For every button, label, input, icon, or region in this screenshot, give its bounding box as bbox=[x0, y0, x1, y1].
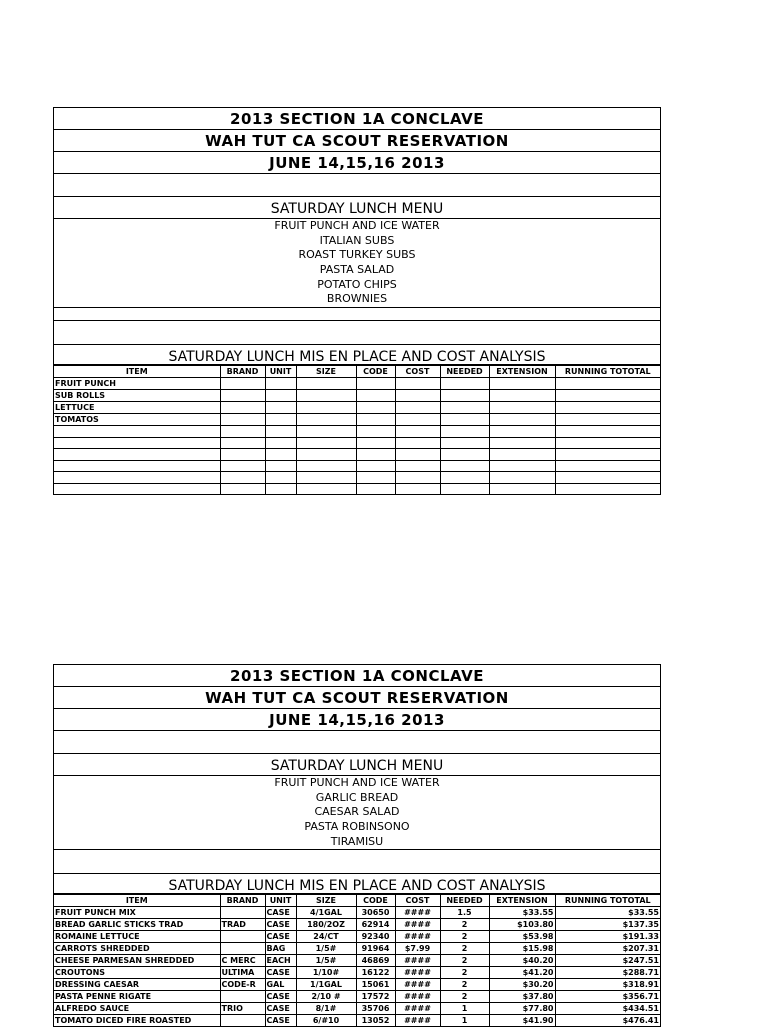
size-cell: 1/5# bbox=[296, 943, 356, 955]
item-cell: TOMATOS bbox=[54, 414, 220, 426]
needed-cell: 1 bbox=[440, 1015, 489, 1027]
item-cell: FRUIT PUNCH MIX bbox=[54, 907, 220, 919]
sheet-subtitle: WAH TUT CA SCOUT RESERVATION bbox=[54, 687, 660, 709]
running-total-cell bbox=[555, 437, 660, 449]
unit-cell bbox=[265, 414, 296, 426]
code-cell bbox=[356, 378, 395, 390]
table-row bbox=[54, 979, 660, 991]
needed-cell bbox=[440, 483, 489, 495]
size-cell bbox=[296, 414, 356, 426]
extension-cell: $15.98 bbox=[489, 943, 555, 955]
cost-cell bbox=[395, 460, 440, 472]
column-header: COST bbox=[395, 366, 440, 378]
cost-cell: #### bbox=[395, 931, 440, 943]
table-row bbox=[54, 378, 660, 390]
item-cell: FRUIT PUNCH bbox=[54, 378, 220, 390]
extension-cell bbox=[489, 449, 555, 461]
unit-cell bbox=[265, 449, 296, 461]
size-cell bbox=[296, 390, 356, 402]
extension-cell bbox=[489, 460, 555, 472]
item-cell bbox=[54, 483, 220, 495]
cost-cell bbox=[395, 402, 440, 414]
cost-cell: #### bbox=[395, 1015, 440, 1027]
menu-item: GARLIC BREAD bbox=[315, 790, 399, 804]
needed-cell: 2 bbox=[440, 955, 489, 967]
blank-row bbox=[54, 308, 660, 321]
code-cell: 16122 bbox=[356, 967, 395, 979]
unit-cell: CASE bbox=[265, 919, 296, 931]
running-total-cell: $476.41 bbox=[555, 1015, 660, 1027]
brand-cell bbox=[220, 437, 265, 449]
column-header: EXTENSION bbox=[489, 366, 555, 378]
size-cell: 4/1GAL bbox=[296, 907, 356, 919]
table-row bbox=[54, 1015, 660, 1027]
table-row bbox=[54, 919, 660, 931]
brand-cell bbox=[220, 402, 265, 414]
extension-cell bbox=[489, 426, 555, 438]
item-cell bbox=[54, 460, 220, 472]
table-row bbox=[54, 437, 660, 449]
code-cell bbox=[356, 460, 395, 472]
column-header: COST bbox=[395, 895, 440, 907]
table-row bbox=[54, 955, 660, 967]
size-cell: 2/10 # bbox=[296, 991, 356, 1003]
column-header: ITEM bbox=[54, 366, 220, 378]
unit-cell: CASE bbox=[265, 991, 296, 1003]
column-header: RUNNING TOTOTAL bbox=[555, 366, 660, 378]
unit-cell: GAL bbox=[265, 979, 296, 991]
code-cell bbox=[356, 437, 395, 449]
needed-cell: 2 bbox=[440, 991, 489, 1003]
brand-cell bbox=[220, 931, 265, 943]
size-cell: 24/CT bbox=[296, 931, 356, 943]
extension-cell bbox=[489, 472, 555, 484]
extension-cell bbox=[489, 483, 555, 495]
extension-cell: $53.98 bbox=[489, 931, 555, 943]
unit-cell: CASE bbox=[265, 931, 296, 943]
item-cell: SUB ROLLS bbox=[54, 390, 220, 402]
menu-item: CAESAR SALAD bbox=[314, 805, 400, 819]
running-total-cell bbox=[555, 426, 660, 438]
unit-cell bbox=[265, 472, 296, 484]
cost-cell: #### bbox=[395, 1003, 440, 1015]
extension-cell: $40.20 bbox=[489, 955, 555, 967]
running-total-cell: $318.91 bbox=[555, 979, 660, 991]
cost-cell: #### bbox=[395, 919, 440, 931]
item-cell: CHEESE PARMESAN SHREDDED bbox=[54, 955, 220, 967]
sheet-title: 2013 SECTION 1A CONCLAVE bbox=[54, 108, 660, 130]
brand-cell: C MERC bbox=[220, 955, 265, 967]
blank-row bbox=[54, 850, 660, 874]
column-header: SIZE bbox=[296, 895, 356, 907]
table-row bbox=[54, 991, 660, 1003]
brand-cell bbox=[220, 414, 265, 426]
cost-cell bbox=[395, 378, 440, 390]
extension-cell bbox=[489, 437, 555, 449]
table-row bbox=[54, 907, 660, 919]
unit-cell bbox=[265, 437, 296, 449]
cost-analysis-table bbox=[54, 894, 660, 1027]
needed-cell bbox=[440, 402, 489, 414]
cost-cell: #### bbox=[395, 979, 440, 991]
needed-cell bbox=[440, 414, 489, 426]
sheet1-rows bbox=[54, 378, 660, 495]
analysis-heading: SATURDAY LUNCH MIS EN PLACE AND COST ANALYSIS bbox=[54, 345, 660, 365]
sheet-title: 2013 SECTION 1A CONCLAVE bbox=[54, 665, 660, 687]
size-cell bbox=[296, 378, 356, 390]
table-row bbox=[54, 460, 660, 472]
unit-cell: CASE bbox=[265, 1015, 296, 1027]
item-cell: DRESSING CAESAR bbox=[54, 979, 220, 991]
code-cell bbox=[356, 472, 395, 484]
size-cell: 1/10# bbox=[296, 967, 356, 979]
item-cell: ROMAINE LETTUCE bbox=[54, 931, 220, 943]
brand-cell bbox=[220, 378, 265, 390]
brand-cell bbox=[220, 472, 265, 484]
table-row bbox=[54, 483, 660, 495]
brand-cell: CODE-R bbox=[220, 979, 265, 991]
menu-list bbox=[54, 219, 660, 308]
table-row bbox=[54, 426, 660, 438]
menu-item: PASTA SALAD bbox=[319, 263, 395, 277]
code-cell bbox=[356, 483, 395, 495]
extension-cell: $41.90 bbox=[489, 1015, 555, 1027]
needed-cell bbox=[440, 460, 489, 472]
column-header: SIZE bbox=[296, 366, 356, 378]
cost-cell: $7.99 bbox=[395, 943, 440, 955]
code-cell bbox=[356, 414, 395, 426]
cost-cell bbox=[395, 437, 440, 449]
menu-item: BROWNIES bbox=[326, 292, 388, 306]
extension-cell: $33.55 bbox=[489, 907, 555, 919]
needed-cell: 2 bbox=[440, 967, 489, 979]
code-cell: 13052 bbox=[356, 1015, 395, 1027]
table-header-row bbox=[54, 366, 660, 378]
analysis-heading: SATURDAY LUNCH MIS EN PLACE AND COST ANALYSIS bbox=[54, 874, 660, 894]
running-total-cell: $33.55 bbox=[555, 907, 660, 919]
cost-cell bbox=[395, 414, 440, 426]
running-total-cell bbox=[555, 449, 660, 461]
needed-cell bbox=[440, 426, 489, 438]
unit-cell: CASE bbox=[265, 967, 296, 979]
size-cell bbox=[296, 402, 356, 414]
brand-cell bbox=[220, 483, 265, 495]
unit-cell bbox=[265, 483, 296, 495]
running-total-cell bbox=[555, 472, 660, 484]
needed-cell bbox=[440, 437, 489, 449]
extension-cell: $37.80 bbox=[489, 991, 555, 1003]
cost-analysis-table bbox=[54, 365, 660, 495]
cost-cell: #### bbox=[395, 967, 440, 979]
code-cell: 91964 bbox=[356, 943, 395, 955]
item-cell: LETTUCE bbox=[54, 402, 220, 414]
running-total-cell bbox=[555, 414, 660, 426]
size-cell bbox=[296, 483, 356, 495]
brand-cell bbox=[220, 460, 265, 472]
size-cell bbox=[296, 472, 356, 484]
cost-cell: #### bbox=[395, 907, 440, 919]
extension-cell bbox=[489, 390, 555, 402]
menu-item: POTATO CHIPS bbox=[317, 277, 397, 291]
unit-cell: EACH bbox=[265, 955, 296, 967]
needed-cell: 1 bbox=[440, 1003, 489, 1015]
column-header: CODE bbox=[356, 895, 395, 907]
item-cell bbox=[54, 449, 220, 461]
cost-cell: #### bbox=[395, 955, 440, 967]
column-header: UNIT bbox=[265, 895, 296, 907]
unit-cell: BAG bbox=[265, 943, 296, 955]
size-cell: 6/#10 bbox=[296, 1015, 356, 1027]
column-header: NEEDED bbox=[440, 895, 489, 907]
running-total-cell bbox=[555, 460, 660, 472]
brand-cell bbox=[220, 943, 265, 955]
code-cell: 30650 bbox=[356, 907, 395, 919]
table-row bbox=[54, 943, 660, 955]
size-cell bbox=[296, 460, 356, 472]
item-cell: PASTA PENNE RIGATE bbox=[54, 991, 220, 1003]
column-header: RUNNING TOTOTAL bbox=[555, 895, 660, 907]
extension-cell: $103.80 bbox=[489, 919, 555, 931]
column-header: BRAND bbox=[220, 366, 265, 378]
extension-cell bbox=[489, 402, 555, 414]
brand-cell bbox=[220, 1015, 265, 1027]
menu-item: PASTA ROBINSONO bbox=[304, 820, 410, 834]
code-cell bbox=[356, 390, 395, 402]
needed-cell bbox=[440, 378, 489, 390]
code-cell: 62914 bbox=[356, 919, 395, 931]
column-header: EXTENSION bbox=[489, 895, 555, 907]
unit-cell bbox=[265, 426, 296, 438]
unit-cell bbox=[265, 390, 296, 402]
table-row bbox=[54, 931, 660, 943]
cost-cell bbox=[395, 449, 440, 461]
column-header: ITEM bbox=[54, 895, 220, 907]
code-cell: 35706 bbox=[356, 1003, 395, 1015]
table-row bbox=[54, 967, 660, 979]
brand-cell bbox=[220, 390, 265, 402]
running-total-cell: $356.71 bbox=[555, 991, 660, 1003]
running-total-cell: $137.35 bbox=[555, 919, 660, 931]
menu-heading: SATURDAY LUNCH MENU bbox=[54, 754, 660, 776]
code-cell: 15061 bbox=[356, 979, 395, 991]
extension-cell: $77.80 bbox=[489, 1003, 555, 1015]
item-cell bbox=[54, 426, 220, 438]
table-row bbox=[54, 449, 660, 461]
unit-cell: CASE bbox=[265, 1003, 296, 1015]
extension-cell bbox=[489, 378, 555, 390]
needed-cell: 1.5 bbox=[440, 907, 489, 919]
cost-cell bbox=[395, 472, 440, 484]
brand-cell bbox=[220, 907, 265, 919]
running-total-cell: $247.51 bbox=[555, 955, 660, 967]
size-cell: 1/5# bbox=[296, 955, 356, 967]
menu-item: TIRAMISU bbox=[330, 834, 384, 848]
cost-cell bbox=[395, 483, 440, 495]
item-cell: CROUTONS bbox=[54, 967, 220, 979]
table-row bbox=[54, 402, 660, 414]
size-cell bbox=[296, 437, 356, 449]
brand-cell bbox=[220, 426, 265, 438]
column-header: CODE bbox=[356, 366, 395, 378]
running-total-cell: $207.31 bbox=[555, 943, 660, 955]
running-total-cell: $288.71 bbox=[555, 967, 660, 979]
brand-cell: TRAD bbox=[220, 919, 265, 931]
needed-cell: 2 bbox=[440, 943, 489, 955]
brand-cell: TRIO bbox=[220, 1003, 265, 1015]
blank-row bbox=[54, 174, 660, 197]
unit-cell bbox=[265, 402, 296, 414]
code-cell: 92340 bbox=[356, 931, 395, 943]
code-cell bbox=[356, 426, 395, 438]
running-total-cell: $191.33 bbox=[555, 931, 660, 943]
menu-item: ITALIAN SUBS bbox=[319, 233, 395, 247]
table-row bbox=[54, 414, 660, 426]
code-cell: 46869 bbox=[356, 955, 395, 967]
item-cell: ALFREDO SAUCE bbox=[54, 1003, 220, 1015]
table-row bbox=[54, 1003, 660, 1015]
unit-cell bbox=[265, 378, 296, 390]
running-total-cell: $434.51 bbox=[555, 1003, 660, 1015]
cost-cell bbox=[395, 426, 440, 438]
code-cell bbox=[356, 402, 395, 414]
sheet-dates: JUNE 14,15,16 2013 bbox=[54, 709, 660, 731]
needed-cell: 2 bbox=[440, 979, 489, 991]
running-total-cell bbox=[555, 378, 660, 390]
blank-row bbox=[54, 321, 660, 345]
column-header: BRAND bbox=[220, 895, 265, 907]
item-cell: TOMATO DICED FIRE ROASTED bbox=[54, 1015, 220, 1027]
sheet-dates: JUNE 14,15,16 2013 bbox=[54, 152, 660, 174]
size-cell: 1/1GAL bbox=[296, 979, 356, 991]
item-cell: BREAD GARLIC STICKS TRAD bbox=[54, 919, 220, 931]
extension-cell: $41.20 bbox=[489, 967, 555, 979]
running-total-cell bbox=[555, 390, 660, 402]
blank-row bbox=[54, 731, 660, 754]
menu-item: FRUIT PUNCH AND ICE WATER bbox=[274, 219, 440, 232]
extension-cell: $30.20 bbox=[489, 979, 555, 991]
table-header-row bbox=[54, 895, 660, 907]
cost-cell bbox=[395, 390, 440, 402]
size-cell bbox=[296, 449, 356, 461]
unit-cell: CASE bbox=[265, 907, 296, 919]
cost-cell: #### bbox=[395, 991, 440, 1003]
brand-cell bbox=[220, 991, 265, 1003]
table-row bbox=[54, 472, 660, 484]
item-cell bbox=[54, 437, 220, 449]
sheet-subtitle: WAH TUT CA SCOUT RESERVATION bbox=[54, 130, 660, 152]
menu-sheet-2 bbox=[53, 664, 661, 1027]
column-header: UNIT bbox=[265, 366, 296, 378]
brand-cell bbox=[220, 449, 265, 461]
needed-cell bbox=[440, 390, 489, 402]
menu-sheet-1 bbox=[53, 107, 661, 495]
brand-cell: ULTIMA bbox=[220, 967, 265, 979]
menu-heading: SATURDAY LUNCH MENU bbox=[54, 197, 660, 219]
size-cell: 8/1# bbox=[296, 1003, 356, 1015]
needed-cell: 2 bbox=[440, 931, 489, 943]
menu-item: ROAST TURKEY SUBS bbox=[298, 248, 416, 262]
item-cell: CARROTS SHREDDED bbox=[54, 943, 220, 955]
item-cell bbox=[54, 472, 220, 484]
size-cell: 180/2OZ bbox=[296, 919, 356, 931]
table-row bbox=[54, 390, 660, 402]
running-total-cell bbox=[555, 402, 660, 414]
needed-cell: 2 bbox=[440, 919, 489, 931]
needed-cell bbox=[440, 472, 489, 484]
running-total-cell bbox=[555, 483, 660, 495]
unit-cell bbox=[265, 460, 296, 472]
needed-cell bbox=[440, 449, 489, 461]
code-cell: 17572 bbox=[356, 991, 395, 1003]
size-cell bbox=[296, 426, 356, 438]
extension-cell bbox=[489, 414, 555, 426]
menu-item: FRUIT PUNCH AND ICE WATER bbox=[274, 776, 440, 789]
column-header: NEEDED bbox=[440, 366, 489, 378]
code-cell bbox=[356, 449, 395, 461]
sheet2-rows bbox=[54, 907, 660, 1027]
menu-list bbox=[54, 776, 660, 850]
